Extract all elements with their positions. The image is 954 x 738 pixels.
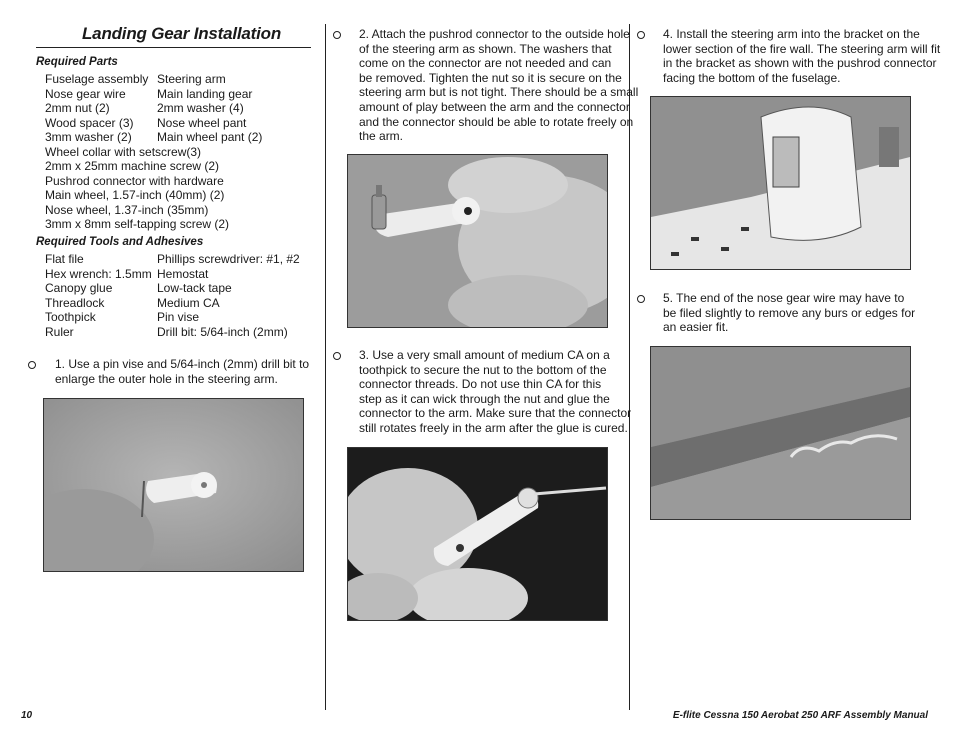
checkbox-circle-step-3[interactable] <box>333 352 341 360</box>
photo-ca-on-toothpick <box>347 447 608 621</box>
parts-row: Nose gear wire Main landing gear <box>45 86 253 101</box>
checkbox-circle-step-5[interactable] <box>637 295 645 303</box>
checkbox-circle-step-1[interactable] <box>28 361 36 369</box>
parts-row: 3mm x 8mm self-tapping screw (2) <box>45 217 230 231</box>
required-parts-heading: Required Parts <box>36 56 118 68</box>
manual-title: E-flite Cessna 150 Aerobat 250 ARF Assembly Manual <box>672 710 928 721</box>
required-parts-list <box>45 72 262 232</box>
tools-row: Canopy glue Low-tack tape <box>45 281 232 295</box>
photo-steering-arm-in-bracket <box>650 96 911 270</box>
step-3-text: 3. Use a very small amount of medium CA on a toothpick to secure the nut to the bottom of the connector threads. Do not use thin CA for this step as it can wick through the nut and glue the connector to the arm. Make sure that the connector still rotates freely in the arm after the glue is cured. <box>359 348 632 435</box>
parts-row: 3mm washer (2) Main wheel pant (2) <box>45 130 263 144</box>
photo-drilling-steering-arm <box>43 398 304 572</box>
required-tools-heading: Required Tools and Adhesives <box>36 236 204 248</box>
checkbox-circle-step-4[interactable] <box>637 31 645 39</box>
section-title: Landing Gear Installation <box>82 24 282 43</box>
title-underline <box>36 47 311 48</box>
parts-row: 2mm x 25mm machine screw (2) <box>45 159 220 173</box>
tools-row: Ruler Drill bit: 5/64-inch (2mm) <box>45 324 288 339</box>
checkbox-circle-step-2[interactable] <box>333 31 341 39</box>
step-1-text: 1. Use a pin vise and 5/64-inch (2mm) drill bit to enlarge the outer hole in the steering arm. <box>55 357 310 386</box>
required-tools-list <box>45 252 300 339</box>
step-5-text: 5. The end of the nose gear wire may have to be filed slightly to remove any burs or edges for an easier fit. <box>663 291 916 335</box>
parts-row: Main wheel, 1.57-inch (40mm) (2) <box>45 188 225 202</box>
parts-row: Nose wheel, 1.37-inch (35mm) <box>45 202 209 217</box>
photo-filing-nose-gear-wire <box>650 346 911 520</box>
parts-row: Wood spacer (3) Nose wheel pant <box>45 115 247 130</box>
photo-pushrod-connector-attached <box>347 154 608 328</box>
tools-row: Hex wrench: 1.5mm Hemostat <box>45 266 209 281</box>
column-divider-1 <box>325 24 326 710</box>
parts-row: Fuselage assembly Steering arm <box>45 72 226 86</box>
step-2-text: 2. Attach the pushrod connector to the outside hole of the steering arm as shown. The washers that come on the connector are not needed and can be removed. Tighten the nut so it is secure on the steering arm but is not tight. There should be a small amount of play between the arm and the connector and the connector should be able to rotate freely on the arm. <box>359 27 639 144</box>
parts-row: Pushrod connector with hardware <box>45 173 224 188</box>
parts-row: Wheel collar with setscrew(3) <box>45 144 202 159</box>
parts-row: 2mm nut (2) 2mm washer (4) <box>45 101 244 115</box>
page-number: 10 <box>21 710 33 721</box>
tools-row: Threadlock Medium CA <box>45 295 220 310</box>
tools-row: Flat file Phillips screwdriver: #1, #2 <box>45 252 300 266</box>
step-4-text: 4. Install the steering arm into the bracket on the lower section of the fire wall. The steering arm will fit in the bracket as shown with the pushrod connector facing the bottom of the fuselage. <box>663 27 941 85</box>
tools-row: Toothpick Pin vise <box>45 310 200 324</box>
